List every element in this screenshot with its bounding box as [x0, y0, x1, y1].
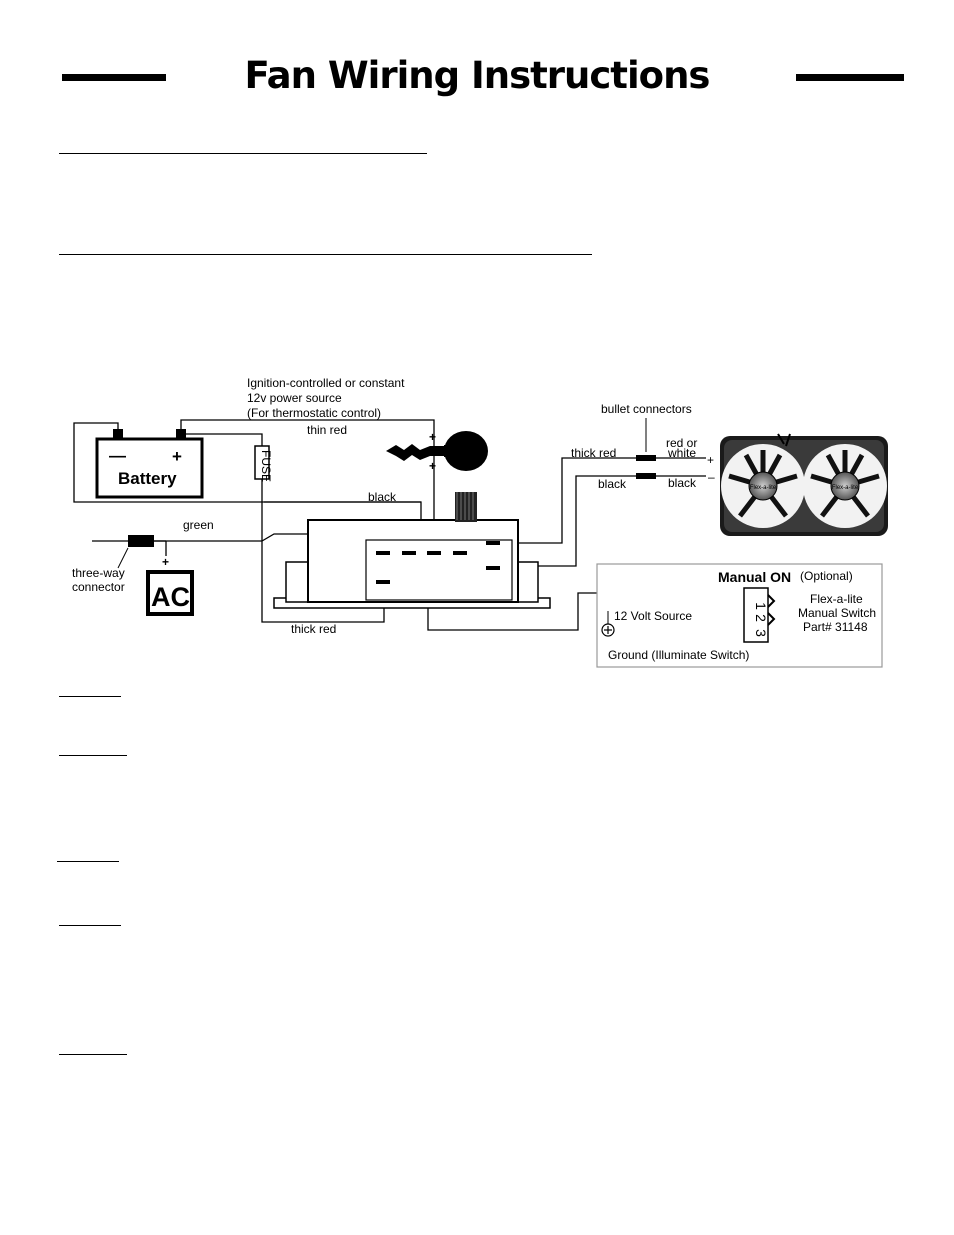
fuse	[255, 446, 273, 482]
three-way-label-1: three-way	[72, 566, 125, 580]
switch-name: Manual Switch	[798, 606, 877, 620]
bullet-connector-bottom	[636, 473, 656, 479]
manual-switch-box	[597, 564, 882, 667]
fan-minus: –	[708, 470, 715, 484]
green-label: green	[183, 518, 214, 532]
control-module	[274, 492, 550, 608]
battery-label: Battery	[118, 469, 177, 488]
fan-brand-right: Flex-a-lite	[831, 485, 859, 491]
thick-red-right-label: thick red	[571, 446, 617, 460]
switch-ground: Ground (Illuminate Switch)	[608, 648, 750, 662]
bullet-connectors-label: bullet connectors	[601, 402, 692, 416]
page-title: Fan Wiring Instructions	[244, 54, 710, 97]
ignition-note-line-2: 12v power source	[247, 391, 342, 405]
battery-minus: —	[109, 446, 126, 465]
battery	[97, 429, 202, 497]
switch-part: Part# 31148	[803, 620, 868, 634]
three-way-label-2: connector	[72, 580, 125, 594]
three-way-connector	[118, 535, 166, 568]
ac-compressor-icon	[146, 570, 194, 616]
dual-fan-image	[720, 434, 888, 536]
switch-pin-1: 1	[753, 602, 769, 610]
thick-red-bottom-label: thick red	[291, 622, 337, 636]
ignition-key-icon	[386, 431, 488, 471]
switch-pin-2: 2	[753, 614, 769, 622]
switch-source: 12 Volt Source	[614, 609, 693, 623]
key-plus-top: +	[429, 430, 437, 444]
black-right-label: black	[668, 476, 697, 490]
ac-plus: +	[162, 555, 170, 569]
ignition-note-line-1: Ignition-controlled or constant	[247, 376, 405, 390]
red-or-label: red or	[666, 436, 698, 450]
black-top-label: black	[368, 490, 397, 504]
fan-plus: +	[707, 453, 715, 467]
key-plus-bottom: +	[429, 459, 437, 473]
switch-title: Manual ON	[718, 569, 792, 585]
switch-optional: (Optional)	[800, 569, 853, 583]
ac-label: AC	[151, 582, 190, 612]
switch-brand: Flex-a-lite	[810, 592, 863, 606]
switch-pin-3: 3	[753, 629, 769, 637]
fuse-label: FUSE	[259, 449, 273, 483]
battery-plus: +	[172, 447, 182, 466]
fan-brand-left: Flex-a-lite	[749, 485, 777, 491]
bullet-connector-top	[636, 455, 656, 461]
ignition-note-line-3: (For thermostatic control)	[247, 406, 382, 420]
thin-red-label: thin red	[307, 423, 348, 437]
white-label: white	[668, 446, 697, 460]
black-left-label: black	[598, 477, 627, 491]
